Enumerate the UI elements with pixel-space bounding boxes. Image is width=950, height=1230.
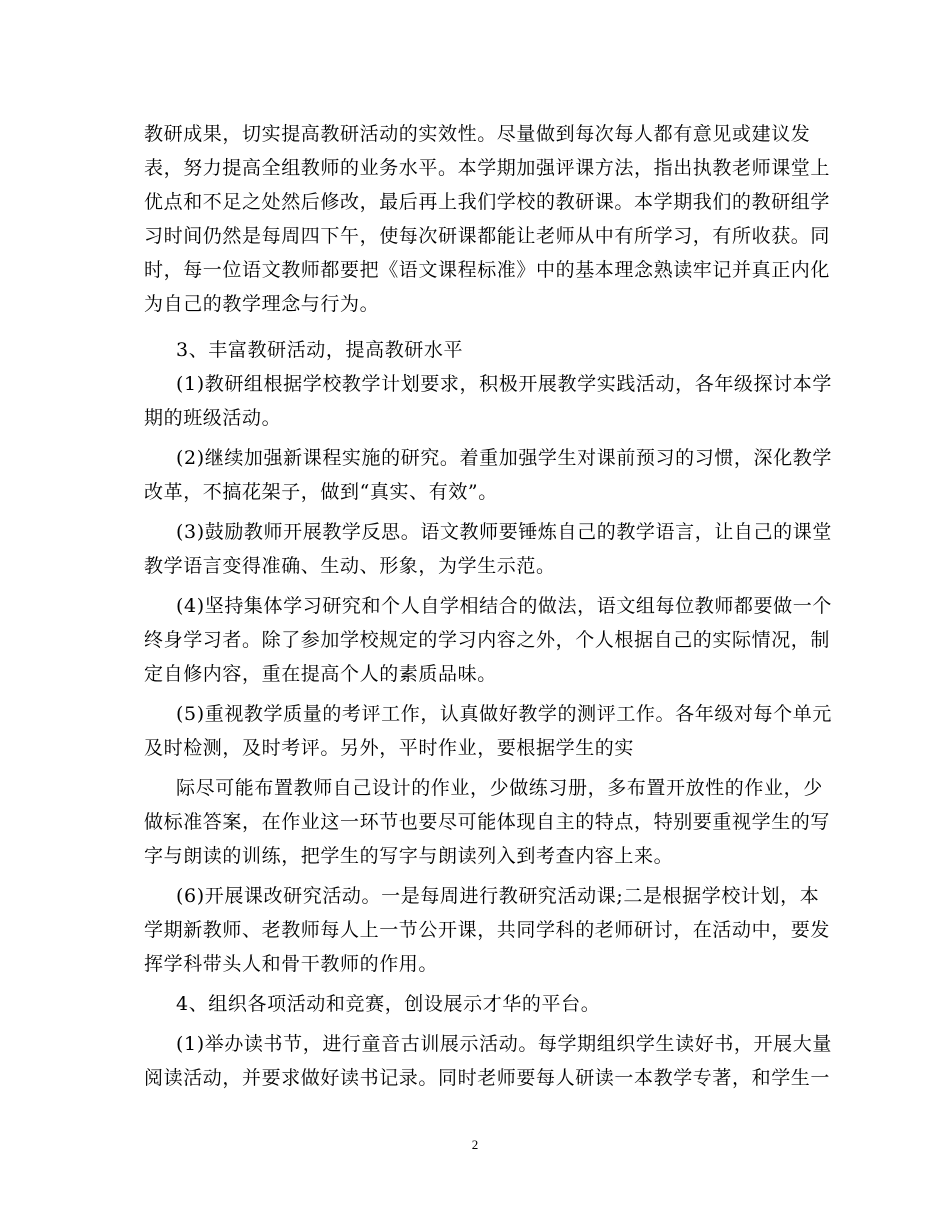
page-number: 2 [471,1137,479,1152]
text-line: 期的班级活动。 [144,407,282,429]
text-line: 教学语言变得准确、生动、形象，为学生示范。 [144,555,556,577]
text-line: (6)开展课改研究活动。一是每周进行教研究活动课;二是根据学校计划，本 [176,885,820,907]
text-line: 定自修内容，重在提高个人的素质品味。 [144,663,497,685]
text-line: 挥学科带头人和骨干教师的作用。 [144,953,439,975]
text-line: 际尽可能布置教师自己设计的作业，少做练习册，多布置开放性的作业，少 [176,777,823,799]
section-heading: 4、组织各项活动和竞赛，创设展示才华的平台。 [176,993,601,1015]
section-heading: 3、丰富教研活动，提高教研水平 [176,339,464,361]
text-line: (4)坚持集体学习研究和个人自学相结合的做法，语文组每位教师都要做一个 [176,595,832,617]
text-line: 终身学习者。除了参加学校规定的学习内容之外，个人根据自己的实际情况，制 [144,629,831,651]
text-line: 学期新教师、老教师每人上一节公开课，共同学科的老师研讨，在活动中，要发 [144,919,831,941]
text-line: 习时间仍然是每周四下午，使每次研课都能让老师从中有所学习，有所收获。同 [144,225,831,247]
text-line: (1)教研组根据学校教学计划要求，积极开展教学实践活动，各年级探讨本学 [176,373,832,395]
text-line: (3)鼓励教师开展教学反思。语文教师要锤炼自己的教学语言，让自己的课堂 [176,521,832,543]
text-line: 为自己的教学理念与行为。 [144,293,380,315]
text-line: 表，努力提高全组教师的业务水平。本学期加强评课方法，指出执教老师课堂上 [144,157,831,179]
text-line: (1)举办读书节，进行童音古训展示活动。每学期组织学生读好书，开展大量 [176,1033,832,1055]
text-line: (2)继续加强新课程实施的研究。着重加强学生对课前预习的习惯，深化教学 [176,447,832,469]
text-line: 阅读活动，并要求做好读书记录。同时老师要每人研读一本教学专著，和学生一 [144,1067,831,1089]
text-line: 做标准答案，在作业这一环节也要尽可能体现自主的特点，特别要重视学生的写 [144,811,831,833]
text-line: (5)重视教学质量的考评工作，认真做好教学的测评工作。各年级对每个单元 [176,703,832,725]
text-line: 教研成果，切实提高教研活动的实效性。尽量做到每次每人都有意见或建议发 [144,123,811,145]
text-line: 字与朗读的训练，把学生的写字与朗读列入到考查内容上来。 [144,845,674,867]
text-line: 优点和不足之处然后修改，最后再上我们学校的教研课。本学期我们的教研组学 [144,191,831,213]
text-line: 及时检测，及时考评。另外，平时作业，要根据学生的实 [144,737,635,759]
text-line: 时，每一位语文教师都要把《语文课程标准》中的基本理念熟读牢记并真正内化 [144,259,831,281]
text-line: 改革，不搞花架子，做到“真实、有效”。 [144,481,498,503]
